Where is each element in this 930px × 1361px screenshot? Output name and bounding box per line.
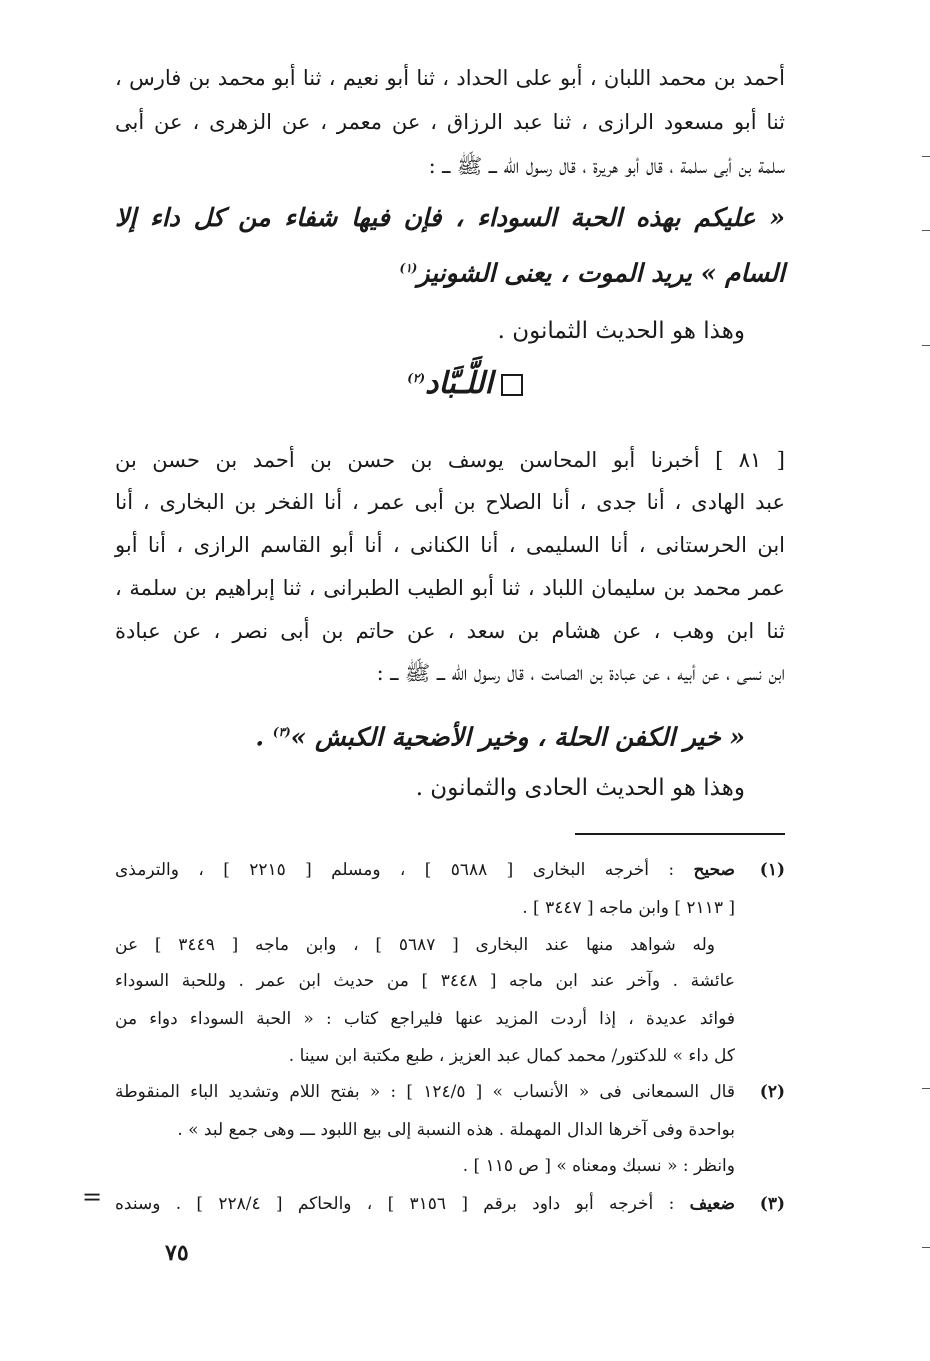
hadith-count-80: وهذا هو الحديث الثمانون . (497, 318, 745, 344)
footnote-1 (115, 852, 785, 888)
footnote-1-row-5 (115, 1001, 785, 1037)
footnote-3-line-1 (115, 1186, 735, 1222)
square-bullet-icon (501, 374, 523, 396)
footnote-1-row-4 (115, 963, 785, 999)
footnote-1-line-6: كل داء » للدكتور/ محمد كمال عبد العزيز ، طبع مكتبة ابن سينا . (288, 1046, 735, 1066)
section-heading-title: اللَّـبَّاد (425, 366, 493, 401)
isnad-line-2: ثنا أبو مسعود الرازى ، ثنا عبد الرزاق ، عن معمر ، عن الزهرى ، عن أبى (115, 110, 785, 134)
footnote-1-number: (١) (759, 860, 785, 880)
footnote-ref-2: (٢) (407, 371, 426, 385)
footnote-2-row-3 (115, 1148, 785, 1184)
footnote-1-row-6 (115, 1038, 785, 1074)
hadith-text-1: « عليكم بهذه الحبة السوداء ، فإن فيها شفاء من كل داء إلا (115, 203, 785, 232)
hadith-text-81-body: « خير الكفن الحلة ، وخير الأضحية الكبش » (290, 722, 745, 752)
footnote-1-line-4: عائشة . وآخر عند ابن ماجه [ ٣٤٤٨ ] من حديث ابن عمر . وللحبة السوداء (115, 971, 735, 991)
hadith-text-81-end: . (255, 722, 273, 752)
footnote-3-number: (٣) (759, 1194, 785, 1214)
footnote-2-line-2: بواحدة وفى آخرها الدال المهملة . هذه النسبة إلى بيع اللبود ـــ وهى جمع لبد » . (177, 1120, 735, 1140)
footnote-1-line-2: [ ٢١١٣ ] وابن ماجه [ ٣٤٤٧ ] . (522, 898, 735, 918)
margin-tick (922, 1088, 930, 1089)
footnote-3 (115, 1186, 785, 1222)
continuation-mark: = (82, 1183, 103, 1211)
isnad-81-line-2: عبد الهادى ، أنا جدى ، أنا الصلاح بن أبى عمر ، أنا الفخر بن البخارى ، أنا (115, 490, 785, 514)
isnad-81-line-4: عمر محمد بن سليمان اللباد ، ثنا أبو الطيب الطبرانى ، ثنا إبراهيم بن سلمة ، (115, 576, 785, 600)
footnote-ref-1: (١) (399, 261, 418, 275)
footnote-separator (575, 833, 785, 835)
footnote-ref-3: (٣) (272, 725, 291, 739)
isnad-81-line-3: ابن الحرستانى ، أنا السليمى ، أنا الكنانى ، أنا أبو القاسم الرازى ، أنا أبو (115, 533, 785, 557)
footnote-1-text-a: : أخرجه البخارى [ ٥٦٨٨ ] ، ومسلم [ ٢٢١٥ ] ، والترمذى (115, 860, 675, 880)
page-number: ٧٥ (165, 1240, 189, 1266)
isnad-81-line-6: ابن نسى ، عن أبيه ، عن عبادة بن الصامت ، قال رسول الله ـــ ﷺ ـــ : (376, 661, 785, 685)
footnote-1-grade: صحيح (693, 860, 735, 880)
isnad-81-line-5: ثنا ابن وهب ، عن هشام بن سعد ، عن حاتم بن أبى نصر ، عن عبادة (115, 619, 785, 643)
footnote-3-grade: ضعيف (689, 1194, 735, 1214)
isnad-line-3: سلمة بن أبى سلمة ، قال أبو هريرة ، قال رسول الله ـــ ﷺ ـــ : (428, 154, 785, 178)
footnote-2-line-3: وانظر : « نسبك ومعناه » [ ص ١١٥ ] . (462, 1156, 735, 1176)
hadith-count-81: وهذا هو الحديث الحادى والثمانون . (415, 775, 745, 801)
hadith-text-81 (75, 712, 745, 757)
footnote-1-line-3: وله شواهد منها عند البخارى [ ٥٦٨٧ ] ، وابن ماجه [ ٣٤٤٩ ] عن (115, 935, 715, 955)
margin-tick (922, 345, 930, 346)
margin-tick (922, 156, 930, 157)
footnote-2-line-1: قال السمعانى فى « الأنساب » [ ١٢٤/٥ ] : « بفتح اللام وتشديد الباء المنقوطة (115, 1082, 735, 1102)
section-heading (0, 366, 930, 401)
isnad-81-line-1: [ ٨١ ] أخبرنا أبو المحاسن يوسف بن حسن بن أحمد بن حسن بن (115, 448, 785, 472)
hadith-text-2-body: السام » يريد الموت ، يعنى الشونيز (417, 258, 785, 288)
footnote-1-line-1 (115, 852, 735, 888)
footnote-2-number: (٢) (759, 1082, 785, 1102)
footnote-1-line-5: فوائد عديدة ، إذا أردت المزيد عنها فليراجع كتاب : « الحبة السوداء دواء من (115, 1009, 735, 1029)
footnote-2 (115, 1074, 785, 1110)
margin-tick (922, 230, 930, 231)
margin-tick (922, 1247, 930, 1248)
footnote-1-para (115, 927, 785, 963)
isnad-line-1: أحمد بن محمد اللبان ، أبو على الحداد ، ثنا أبو نعيم ، ثنا أبو محمد بن فارس ، (115, 66, 785, 90)
hadith-text-2 (115, 248, 785, 293)
footnote-3-text-a: : أخرجه أبو داود برقم [ ٣١٥٦ ] ، والحاكم [ ٢٢٨/٤ ] . وسنده (115, 1194, 675, 1214)
footnote-1-cont (115, 890, 785, 926)
footnote-2-row-2 (115, 1112, 785, 1148)
